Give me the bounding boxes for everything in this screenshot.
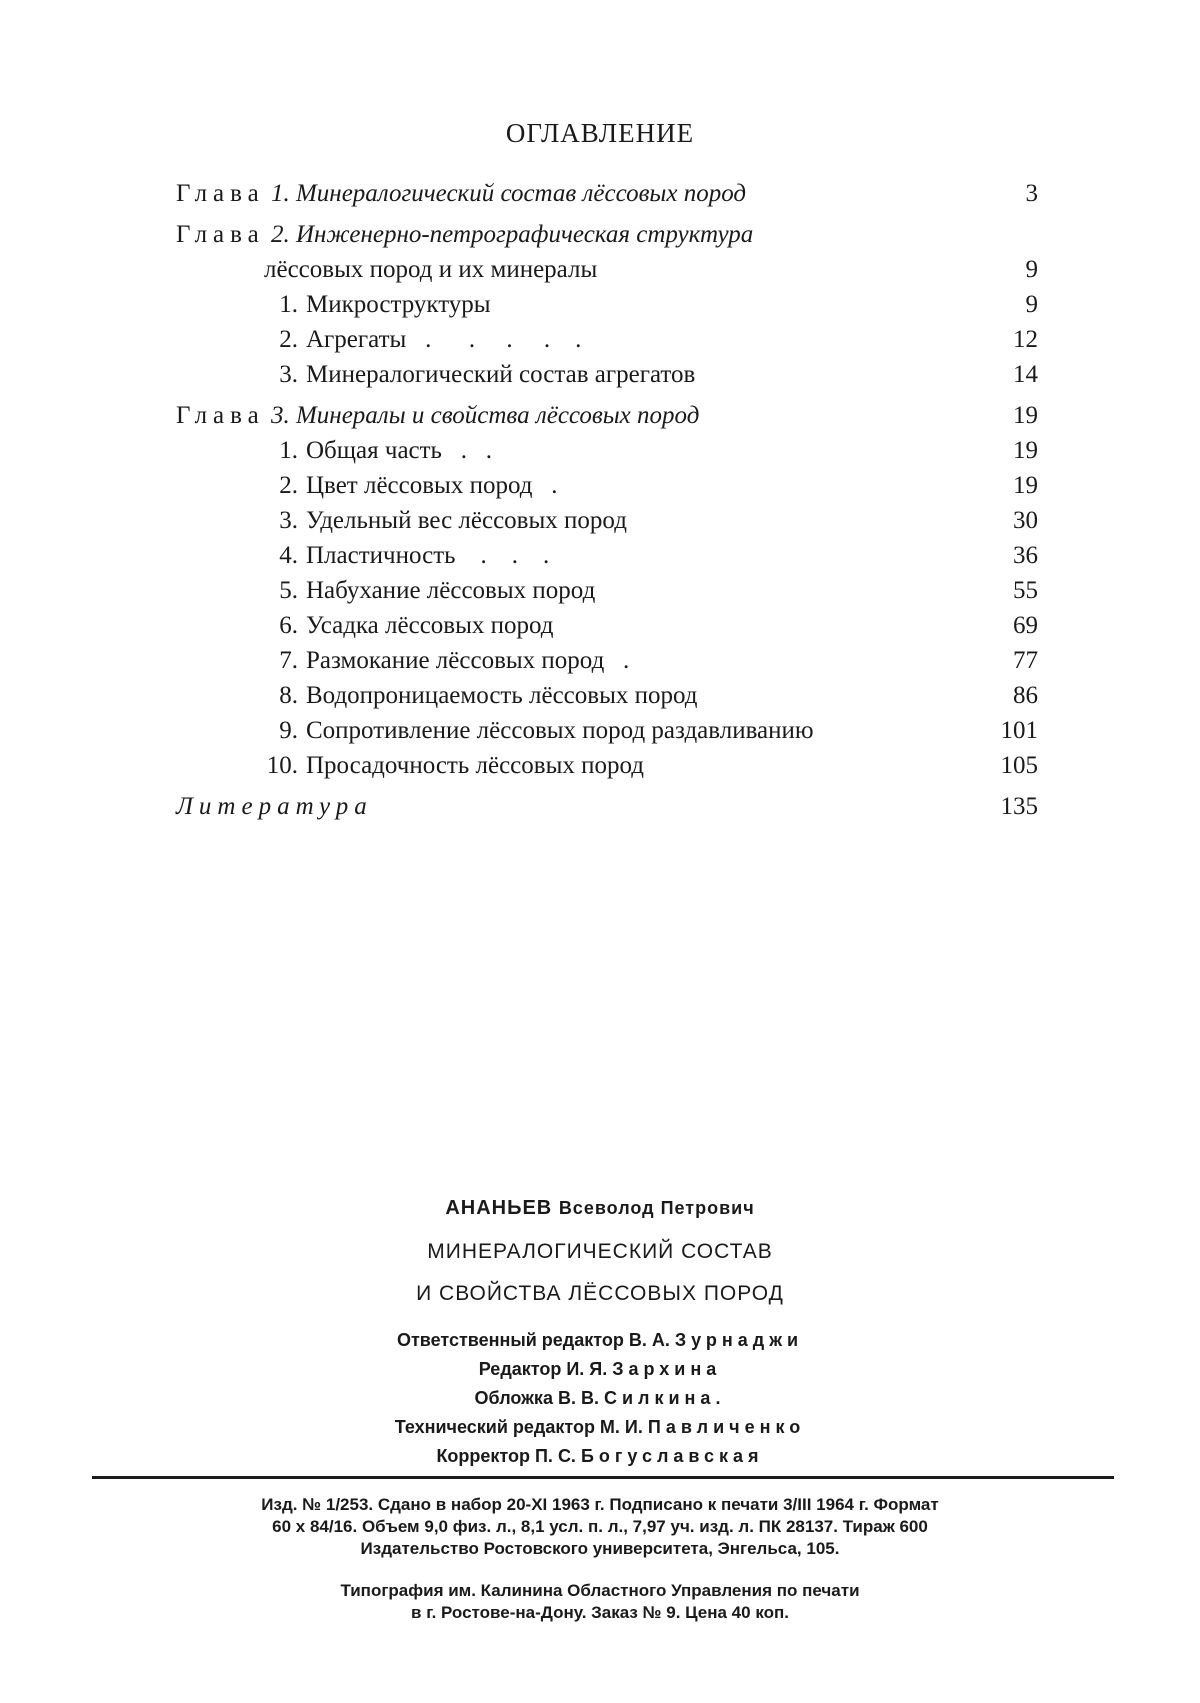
toc-entry <box>176 468 1038 503</box>
toc-entry <box>176 398 1038 433</box>
section-number: 3. <box>279 361 298 388</box>
section-number: 10. <box>266 752 298 779</box>
page-number: 9 <box>1025 256 1038 283</box>
section-number: 4. <box>279 542 298 569</box>
page-number: 105 <box>1000 752 1038 779</box>
page-number: 77 <box>1013 647 1038 674</box>
section-number: 3. <box>279 507 298 534</box>
toc-entry <box>176 538 1038 573</box>
staff-name: Зархина <box>612 1359 722 1379</box>
chapter-prefix: Глава <box>176 221 265 248</box>
page-number: 101 <box>1000 717 1038 744</box>
section-number: 7. <box>279 647 298 674</box>
chapter-title: 1. Минералогический состав лёссовых пород <box>270 180 747 207</box>
book-title-line-2: И СВОЙСТВА ЛЁССОВЫХ ПОРОД <box>416 1282 784 1305</box>
publication-line: 60 х 84/16. Объем 9,0 физ. л., 8,1 усл. п. л., 7,97 уч. изд. л. ПК 28137. Тираж 600 <box>272 1517 928 1536</box>
section-number: 8. <box>279 682 298 709</box>
section-number: 1. <box>279 437 298 464</box>
staff-role: Корректор П. С. <box>436 1446 576 1466</box>
section-title: Размокание лёссовых пород . <box>306 647 630 674</box>
toc-entry <box>176 573 1038 608</box>
page-number: 30 <box>1013 507 1038 534</box>
page-number: 36 <box>1013 542 1038 569</box>
toc-entry <box>176 643 1038 678</box>
page-number: 12 <box>1013 326 1038 353</box>
chapter-prefix: Глава <box>176 402 265 429</box>
printer-line: Типография им. Калинина Областного Управления по печати <box>340 1581 860 1600</box>
author-line <box>0 1197 1200 1220</box>
section-title: Просадочность лёссовых пород <box>306 752 644 779</box>
page-number: 9 <box>1025 291 1038 318</box>
staff-name: Павличенко <box>647 1417 806 1437</box>
toc-entry <box>176 713 1038 748</box>
section-title: Набухание лёссовых пород <box>306 577 596 604</box>
staff-role: Технический редактор М. И. <box>394 1417 643 1437</box>
staff-credit <box>0 1442 1200 1471</box>
page-number: 19 <box>1013 472 1038 499</box>
page-number: 14 <box>1013 361 1038 388</box>
toc-entry <box>176 433 1038 468</box>
staff-role: Редактор И. Я. <box>478 1359 608 1379</box>
staff-role: Обложка В. В. <box>474 1388 599 1408</box>
section-title: Сопротивление лёссовых пород раздавливанию <box>306 717 814 744</box>
toc-entry <box>176 748 1038 783</box>
section-title: Водопроницаемость лёссовых пород <box>306 682 698 709</box>
staff-credits <box>0 1326 1200 1471</box>
toc-entry <box>176 176 1038 211</box>
section-number: 1. <box>279 291 298 318</box>
author-given-names: Всеволод Петрович <box>558 1198 755 1218</box>
toc-entry <box>176 357 1038 392</box>
book-title-line-1: МИНЕРАЛОГИЧЕСКИЙ СОСТАВ <box>427 1240 773 1263</box>
publication-details <box>0 1494 1200 1560</box>
section-title: Агрегаты . . . . . <box>306 326 582 353</box>
section-title: Микроструктуры <box>306 291 491 318</box>
staff-role: Ответственный редактор В. А. <box>396 1330 670 1350</box>
section-title: Пластичность . . . <box>306 542 550 569</box>
chapter-title: 2. Инженерно-петрографическая структура <box>270 221 754 248</box>
author-surname: АНАНЬЕВ <box>445 1197 553 1219</box>
staff-credit <box>0 1355 1200 1384</box>
staff-credit <box>0 1326 1200 1355</box>
staff-credit <box>0 1384 1200 1413</box>
page-number: 19 <box>1013 402 1038 429</box>
staff-credit <box>0 1413 1200 1442</box>
section-title: Общая часть . . <box>306 437 492 464</box>
publisher-line: Издательство Ростовского университета, Энгельса, 105. <box>360 1539 840 1558</box>
toc-entry <box>176 503 1038 538</box>
chapter-title: 3. Минералы и свойства лёссовых пород <box>270 402 700 429</box>
page-number: 3 <box>1025 180 1038 207</box>
toc-title: ОГЛАВЛЕНИЕ <box>505 118 695 148</box>
toc-entry <box>176 252 1038 287</box>
chapter-prefix: Глава <box>176 180 265 207</box>
publication-line: Изд. № 1/253. Сдано в набор 20-XI 1963 г. Подписано к печати 3/III 1964 г. Формат <box>261 1495 939 1514</box>
chapter-title-continued: лёссовых пород и их минералы <box>264 256 598 283</box>
page-number: 19 <box>1013 437 1038 464</box>
staff-name: Зурнаджи <box>674 1330 804 1350</box>
page-number: 69 <box>1013 612 1038 639</box>
toc-entry <box>176 322 1038 357</box>
page-number: 86 <box>1013 682 1038 709</box>
section-number: 9. <box>279 717 298 744</box>
toc-entry <box>176 678 1038 713</box>
section-number: 2. <box>279 472 298 499</box>
section-number: 5. <box>279 577 298 604</box>
printing-details <box>0 1580 1200 1624</box>
printer-line: в г. Ростове-на-Дону. Заказ № 9. Цена 40 коп. <box>411 1603 789 1622</box>
toc-entry <box>176 789 1038 824</box>
section-title: Усадка лёссовых пород <box>306 612 554 639</box>
staff-name: Силкина. <box>603 1388 726 1408</box>
toc-entry <box>176 217 1038 252</box>
toc-entry <box>176 608 1038 643</box>
divider-rule <box>92 1476 1114 1479</box>
section-title: Удельный вес лёссовых пород <box>306 507 627 534</box>
section-number: 6. <box>279 612 298 639</box>
literature-title: Литература <box>176 793 373 820</box>
section-title: Минералогический состав агрегатов <box>306 361 696 388</box>
section-number: 2. <box>279 326 298 353</box>
table-of-contents <box>176 176 1038 824</box>
toc-entry <box>176 287 1038 322</box>
page-number: 55 <box>1013 577 1038 604</box>
section-title: Цвет лёссовых пород . <box>306 472 558 499</box>
page-number: 135 <box>1000 793 1038 820</box>
staff-name: Богуславская <box>580 1446 764 1466</box>
